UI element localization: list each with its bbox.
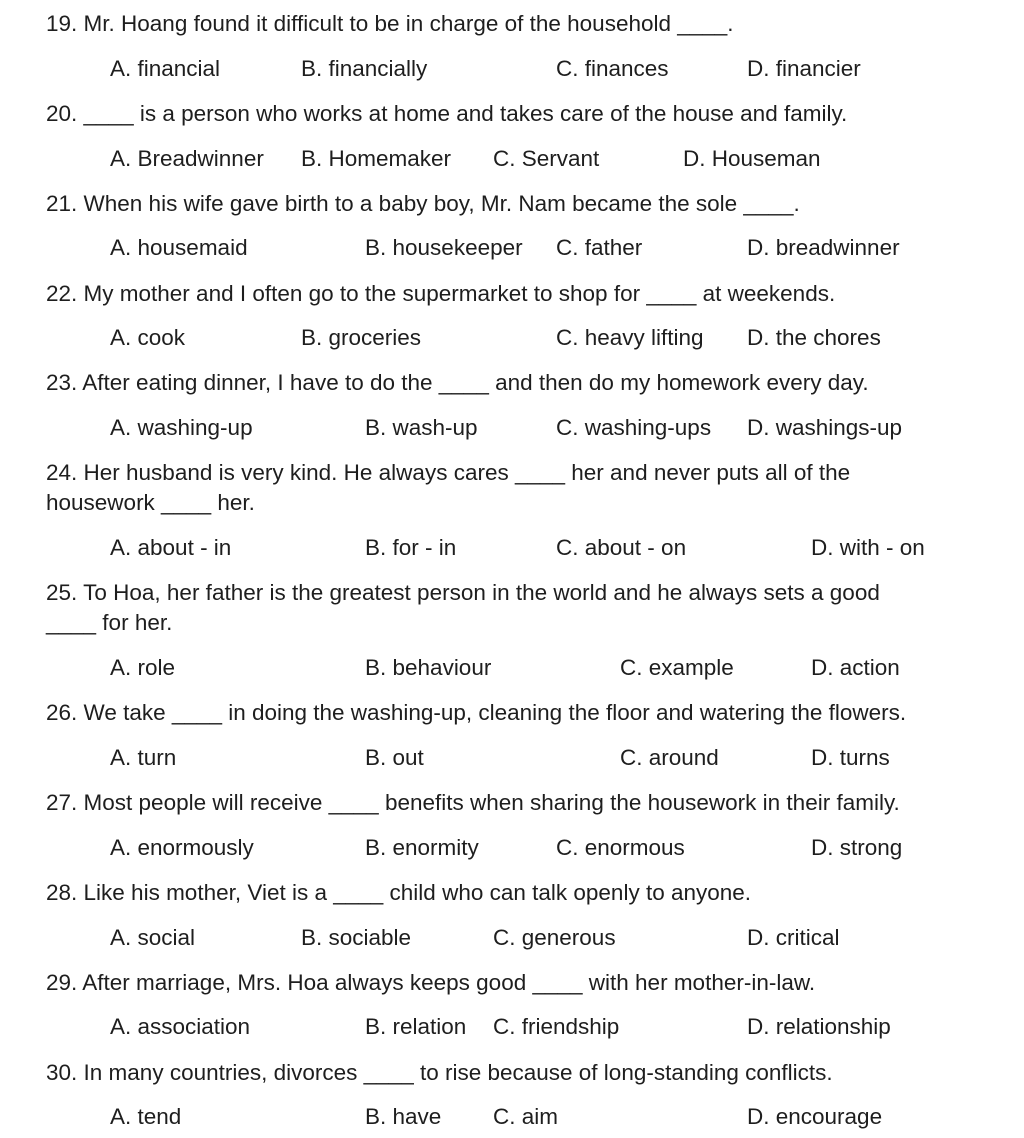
question-24-option-d: D. with - on	[811, 535, 925, 560]
question-29-option-a: A. association	[110, 1014, 251, 1039]
question-20-option-d: D. Houseman	[683, 146, 821, 171]
question-21-option-c: C. father	[556, 235, 643, 260]
question-26-option-d: D. turns	[811, 745, 890, 770]
question-19-option-d: D. financier	[747, 56, 861, 81]
question-22-stem: 22. My mother and I often go to the supermarket to shop for ____ at weekends.	[46, 281, 836, 306]
question-27-option-a: A. enormously	[110, 835, 254, 860]
question-26-stem: 26. We take ____ in doing the washing-up, cleaning the floor and watering the flowers.	[46, 700, 907, 725]
question-23-stem: 23. After eating dinner, I have to do the ____ and then do my homework every day.	[46, 370, 869, 395]
question-25-option-c: C. example	[620, 655, 734, 680]
question-28-option-a: A. social	[110, 925, 196, 950]
question-29-option-b: B. relation	[365, 1014, 467, 1039]
question-22-option-b: B. groceries	[301, 325, 422, 350]
question-20-option-c: C. Servant	[493, 146, 600, 171]
question-30-option-a: A. tend	[110, 1104, 182, 1129]
question-23-option-c: C. washing-ups	[556, 415, 712, 440]
question-24-option-c: C. about - on	[556, 535, 687, 560]
question-23-option-b: B. wash-up	[365, 415, 478, 440]
question-24-option-b: B. for - in	[365, 535, 457, 560]
question-19-option-c: C. finances	[556, 56, 669, 81]
question-20-option-a: A. Breadwinner	[110, 146, 264, 171]
question-26-option-b: B. out	[365, 745, 424, 770]
question-30-option-d: D. encourage	[747, 1104, 883, 1129]
question-27-option-d: D. strong	[811, 835, 903, 860]
question-23-option-d: D. washings-up	[747, 415, 903, 440]
question-29-option-c: C. friendship	[493, 1014, 620, 1039]
question-25-option-d: D. action	[811, 655, 900, 680]
question-22-option-a: A. cook	[110, 325, 186, 350]
question-30-option-b: B. have	[365, 1104, 442, 1129]
question-25-stem-continued: ____ for her.	[46, 610, 173, 635]
question-20-stem: 20. ____ is a person who works at home and takes care of the house and family.	[46, 101, 848, 126]
question-25-option-a: A. role	[110, 655, 176, 680]
question-27-stem: 27. Most people will receive ____ benefits when sharing the housework in their family.	[46, 790, 900, 815]
question-22-option-c: C. heavy lifting	[556, 325, 704, 350]
question-29-stem: 29. After marriage, Mrs. Hoa always keeps good ____ with her mother-in-law.	[46, 970, 816, 995]
question-30-stem: 30. In many countries, divorces ____ to rise because of long-standing conflicts.	[46, 1060, 833, 1085]
question-29-option-d: D. relationship	[747, 1014, 891, 1039]
question-25-stem: 25. To Hoa, her father is the greatest person in the world and he always sets a good	[46, 580, 880, 605]
question-20-option-b: B. Homemaker	[301, 146, 452, 171]
question-28-option-b: B. sociable	[301, 925, 412, 950]
question-28-option-c: C. generous	[493, 925, 616, 950]
question-25-option-b: B. behaviour	[365, 655, 492, 680]
question-21-option-a: A. housemaid	[110, 235, 248, 260]
question-19-stem: 19. Mr. Hoang found it difficult to be in charge of the household ____.	[46, 11, 734, 36]
question-19-option-b: B. financially	[301, 56, 428, 81]
question-28-option-d: D. critical	[747, 925, 840, 950]
question-21-stem: 21. When his wife gave birth to a baby boy, Mr. Nam became the sole ____.	[46, 191, 800, 216]
question-23-option-a: A. washing-up	[110, 415, 253, 440]
question-24-stem-continued: housework ____ her.	[46, 490, 255, 515]
question-27-option-c: C. enormous	[556, 835, 685, 860]
question-21-option-b: B. housekeeper	[365, 235, 523, 260]
question-21-option-d: D. breadwinner	[747, 235, 900, 260]
question-28-stem: 28. Like his mother, Viet is a ____ child who can talk openly to anyone.	[46, 880, 752, 905]
question-22-option-d: D. the chores	[747, 325, 881, 350]
question-24-option-a: A. about - in	[110, 535, 232, 560]
question-26-option-a: A. turn	[110, 745, 177, 770]
question-30-option-c: C. aim	[493, 1104, 559, 1129]
question-27-option-b: B. enormity	[365, 835, 479, 860]
question-26-option-c: C. around	[620, 745, 719, 770]
question-24-stem: 24. Her husband is very kind. He always cares ____ her and never puts all of the	[46, 460, 851, 485]
question-19-option-a: A. financial	[110, 56, 221, 81]
